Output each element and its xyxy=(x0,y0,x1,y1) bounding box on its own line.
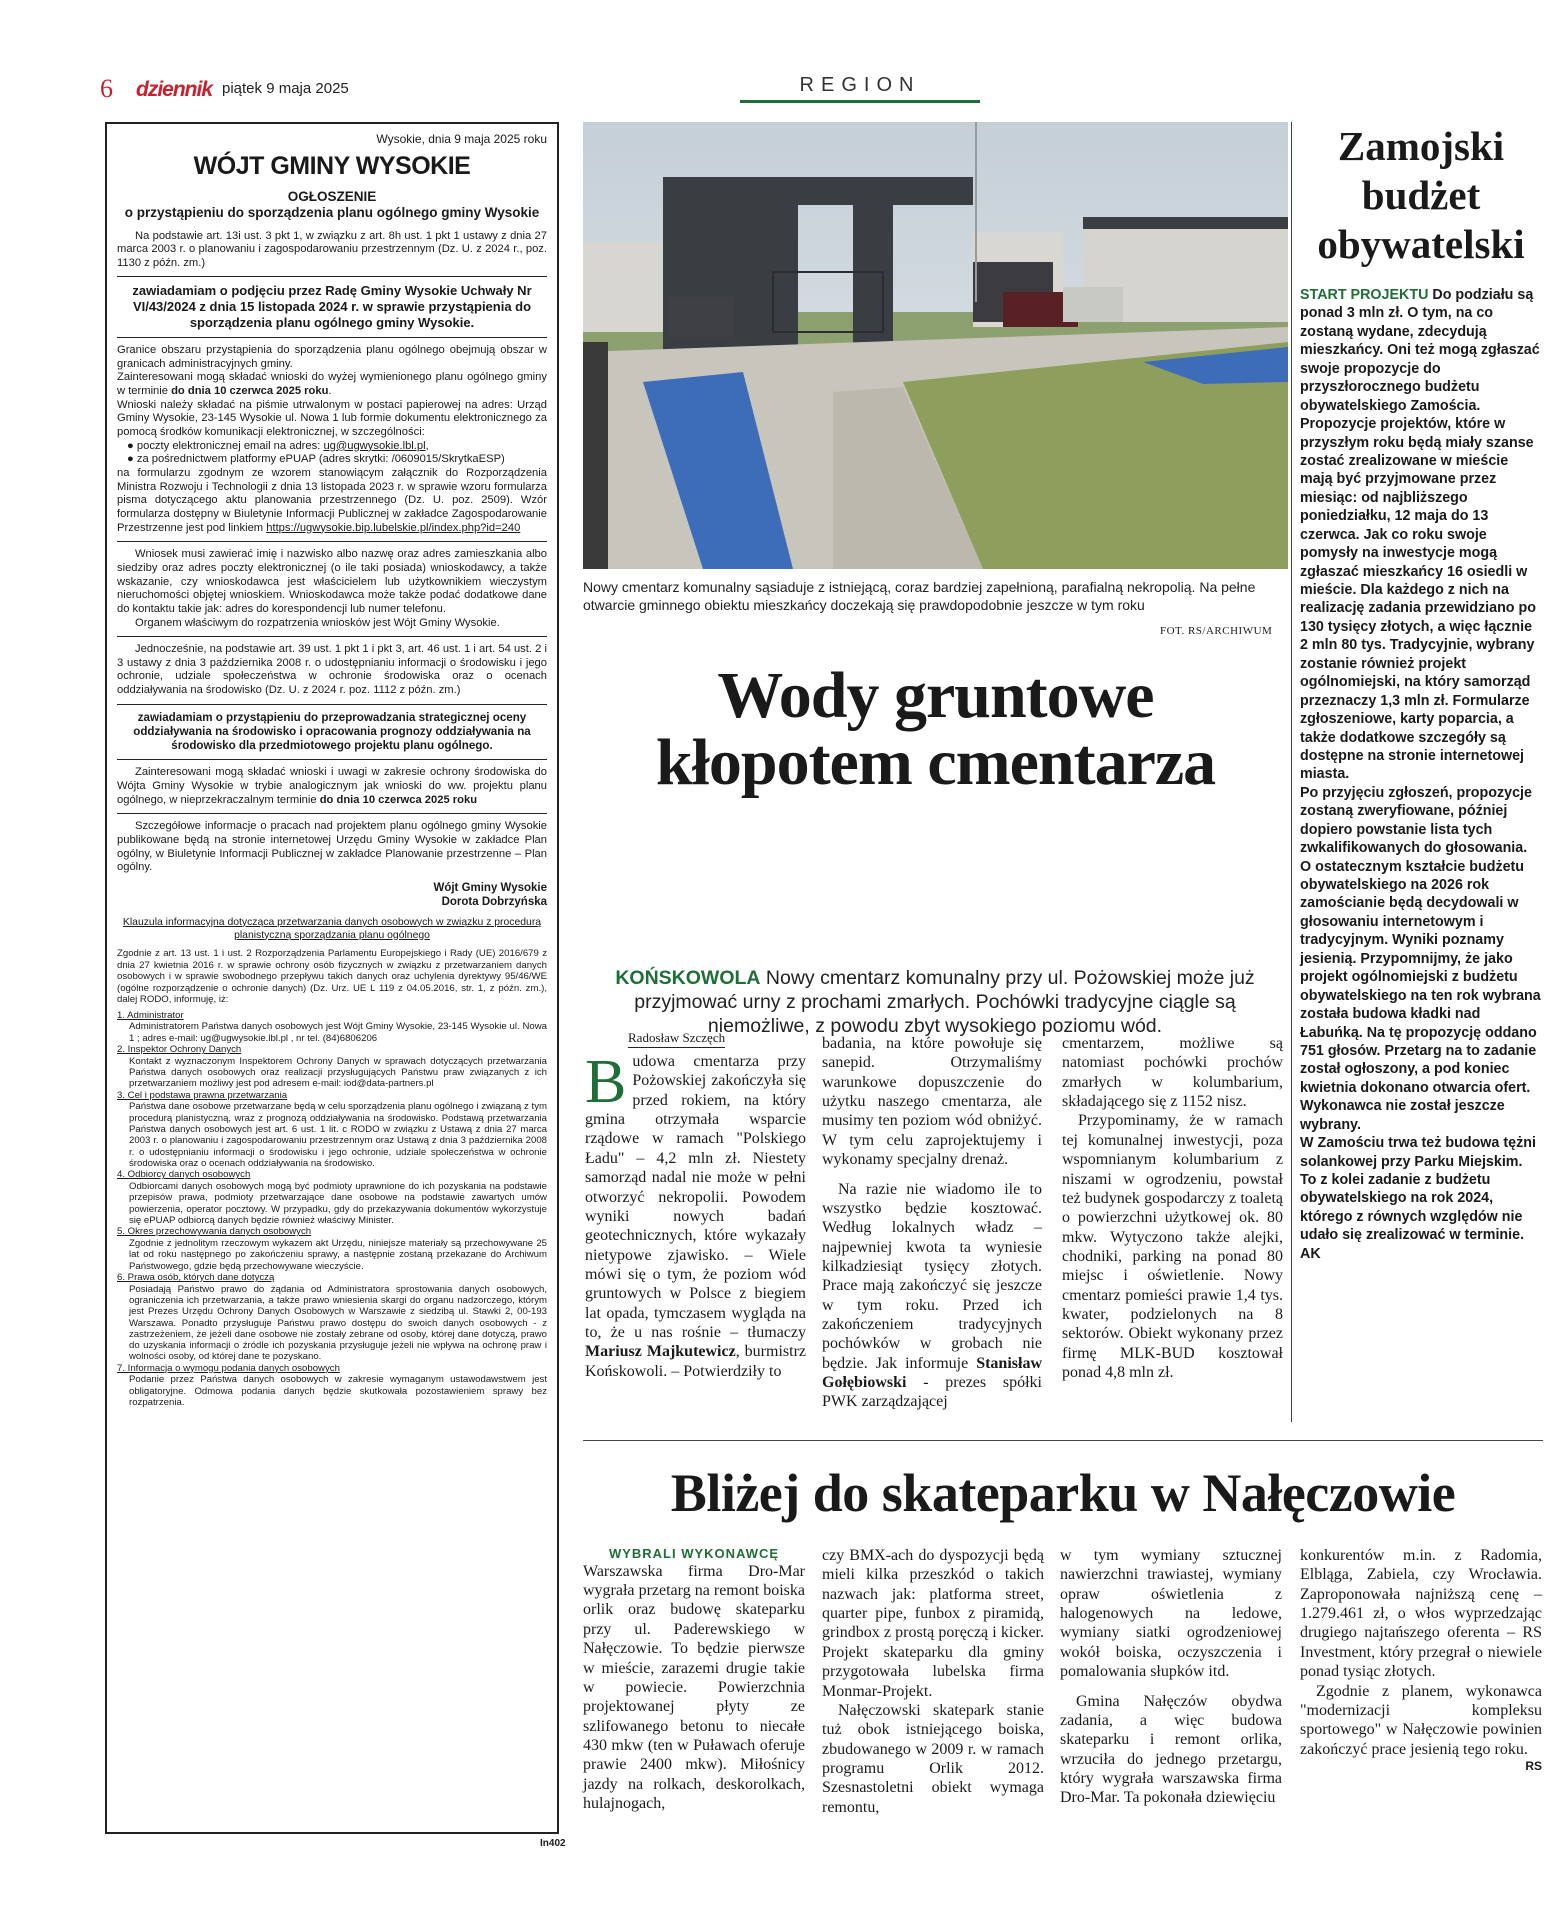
photo-caption: Nowy cmentarz komunalny sąsiaduje z istniejącą, coraz bardziej zapełnioną, parafialną nekropolią. Na pełne otwarcie gminnego obiektu mieszkańcy doczekają się prawdopodobnie jeszcze w tym roku xyxy=(583,579,1256,614)
bip-link[interactable]: https://ugwysokie.bip.lubelskie.pl/index.php?id=240 xyxy=(266,521,521,534)
skatepark-column-2: czy BMX-ach do dyspozycji będą mieli kilka przeszkód o takich nazwach jak: platforma street, quarter pipe, funbox z piramidą, grindbox z prostą poręczą i kicker. Projekt skateparku dla gminy przygotowała lubelska firma Monmar-Projekt. Nałęczowski skatepark stanie tuż obok istniejącego boiska, zbudowanego w 2009 r. w ramach programu Orlik 2012. Szesnastoletni obiekt wymaga remontu, xyxy=(822,1547,1044,1816)
notice-paragraph: Organem właściwym do rozpatrzenia wniosków jest Wójt Gminy Wysokie. xyxy=(135,616,500,629)
notice-subject: o przystąpieniu do sporządzenia planu ogólnego gminy Wysokie xyxy=(124,205,540,221)
article-headline: Wody gruntowe kłopotem cmentarza xyxy=(655,659,1216,800)
notice-deadline-paragraph: Zainteresowani mogą składać wnioski do wyżej wymienionego planu ogólnego gminy w terminie do dnia 10 czerwca 2025 roku. xyxy=(117,371,547,398)
rodo-item-text: Odbiorcami danych osobowych mogą być podmioty uprawnione do ich pozyskania na podstawie przepisów prawa, podmioty przetwarzające dane osobowe na podstawie zawartych umów powierzenia, operator pocztowy. W przypadku, gdy do przekazywania dokumentów wykorzystuje się ePUAP odbiorcą danych będzie również właściwy Minister. xyxy=(129,1180,547,1226)
photo-credit: FOT. RS/ARCHIWUM xyxy=(1160,625,1273,637)
page-number: 6 xyxy=(100,74,113,103)
article-column-1: Budowa cmentarza przy Pożowskiej zakończyła się przed rokiem, na który gmina otrzymała wsparcie rządowe w ramach "Polskiego Ładu" – 4,2 mln zł. Niestety samorząd nadal nie może w pełni otworzyć nekropolii. Powodem wyniki nowych badań geotechnicznych, które wykazały nietypowe zjawisko. – Wiele mówi się o tym, że poziom wód gruntowych w Polsce z biegiem lat opada, tymczasem wygląda na to, że u nas rośnie – tłumaczy Mariusz Majkutewicz, burmistrz Końskowoli. – Potwierdziły to xyxy=(585,1048,806,1380)
rodo-item-text: Posiadają Państwo prawo do żądania od Administratora sprostowania danych osobowych, ograniczenia ich przetwarzania, a także prawo wniesienia skargi do organu nadzorczego, którym jest Prezes Urzędu Ochrony Danych Osobowych w Warszawie z siedzibą ul. Stawki 2, 00-193 Warszawa. Ponadto przysługuje Państwu prawo dostępu do swoich danych osobowych - z zastrzeżeniem, że jeżeli dane osobowe nie zostały zebrane od osoby, której dane dotyczą, prawo do uzyskania informacji o źródle ich pozyskania przysługuje jeżeli nie wpływa na ochronę praw i wolności osoby, od której dane te pozyskano. xyxy=(129,1283,547,1363)
rodo-item-text: Podanie przez Państwa danych osobowych w zakresie wymaganym ustawodawstwem jest obligatoryjne. Odmowa podania danych będzie skutkowała pozostawieniem sprawy bez rozpatrzenia. xyxy=(129,1374,547,1409)
notice-code: In402 xyxy=(540,1838,566,1849)
notice-assessment: zawiadamiam o przystąpieniu do przeprowadzania strategicznej oceny oddziaływania na środowisko i opracowania prognozy oddziaływania na środowisko dla przedmiotowego projektu planu ogólnego. xyxy=(133,710,531,753)
rodo-item-title: 3. Cel i podstawa prawna przetwarzania xyxy=(117,1089,288,1101)
rodo-item-title: 1. Administrator xyxy=(117,1009,184,1021)
notice-paragraph: Jednocześnie, na podstawie art. 39 ust. 1 pkt 1 i pkt 3, art. 46 ust. 1 i art. 54 ust. 2 i 3 ustawy z dnia 3 października 2008 r. o udostępnianiu informacji o środowisku i jego ochronie, udziale społeczeństwa w ochronie środowiska oraz o ocenach oddziaływania na środowisko (Dz. U. z 2024 r. poz. 1112 z późn. zm.) xyxy=(117,643,547,697)
notice-bullet-epuap: ● za pośrednictwem platformy ePUAP (adres skrytki: /0609015/SkrytkaESP) xyxy=(127,453,505,466)
notice-paragraph: Wnioski należy składać na piśmie utrwalonym w postaci papierowej na adres: Urząd Gminy Wysokie, 23-145 Wysokie ul. Nowa 1 lub formie dokumentu elektronicznego za pomocą środków komunikacji elektronicznej, w szczególności: xyxy=(117,398,547,438)
rodo-item-text: Zgodnie z jednolitym rzeczowym wykazem akt Urzędu, niniejsze materiały są przechowywane 25 lat od roku następnego po zakończeniu sprawy, a następnie zostaną przekazane do Archiwum Państwowego, gdzie będą przechowywane wieczyście. xyxy=(129,1237,547,1272)
email-link[interactable]: ug@ugwysokie.lbl.pl xyxy=(323,439,426,452)
notice-authority: WÓJT GMINY WYSOKIE xyxy=(193,151,471,180)
notice-type: OGŁOSZENIE xyxy=(287,189,377,205)
drop-cap: B xyxy=(585,1048,627,1116)
rodo-clause-title: Klauzula informacyjna dotycząca przetwarzania danych osobowych w związku z procedurą planistyczną sporządzania planu ogólnego xyxy=(122,916,542,941)
sidebar-kicker: START PROJEKTU xyxy=(1300,287,1429,303)
notice-paragraph: Granice obszaru przystąpienia do sporządzenia planu ogólnego obejmują obszar w granicach administracyjnych gminy. xyxy=(117,344,547,370)
skatepark-column-1: WYBRALI WYKONAWCĘ Warszawska firma Dro-Mar wygrała przetarg na remont boiska orlik oraz budowę skateparku przy ul. Paderewskiego w Nałęczowie. To będzie pierwsze w mieście, zarazemi drugie takie w powiecie. Powierzchnia projektowanej płyty ze szlifowanego betonu to niecałe 430 mkw (ten w Puławach oferuje prawie 2400 mkw). Miłośnicy jazdy na rolkach, deskorolkach, hulajnogach, xyxy=(583,1546,805,1813)
rodo-item-text: Kontakt z wyznaczonym Inspektorem Ochrony Danych w sprawach dotyczących przetwarzania Państwa danych osobowych oraz realizacji przysługujących Państwu praw związanych z ich przetwarzaniem możliwy jest pod adresem e-mail: iod@data-partners.pl xyxy=(129,1055,547,1090)
notice-signature-role: Wójt Gminy Wysokie xyxy=(433,881,547,894)
notice-form-paragraph: na formularzu zgodnym ze wzorem stanowiącym załącznik do Rozporządzenia Ministra Rozwoju i Technologii z dnia 13 listopada 2023 r. w sprawie wzoru formularza pisma dotyczącego aktu planowania przestrzennego (Dz. U. poz. 2509). Wzór formularza dostępny w Biuletynie Informacji Publicznej w zakładce Zagospodarowanie Przestrzenne jest pod linkiem https://ugwysokie.bip.lubelskie.pl/index.php?id=240 xyxy=(117,466,547,534)
rodo-items xyxy=(117,1010,547,1409)
notice-resolution: zawiadamiam o podjęciu przez Radę Gminy Wysokie Uchwały Nr VI/43/2024 z dnia 15 listopada 2024 r. w sprawie przystąpienia do sporządzenia planu ogólnego gminy Wysokie. xyxy=(132,283,532,331)
article-kicker: KOŃSKOWOLA xyxy=(615,967,761,989)
rodo-item-text: Administratorem Państwa danych osobowych jest Wójt Gminy Wysokie, 23-145 Wysokie ul. Nowa 1 ; adres e-mail: ug@ugwysokie.lbl.pl , nr tel. (84)6806206 xyxy=(129,1021,547,1044)
rodo-item-title: 5. Okres przechowywania danych osobowych xyxy=(117,1226,312,1238)
rodo-item-title: 6. Prawa osób, których dane dotyczą xyxy=(117,1271,275,1283)
article-byline: Radosław Szczęch xyxy=(628,1030,725,1048)
skatepark-headline: Bliżej do skateparku w Nałęczowie xyxy=(670,1463,1456,1523)
skatepark-column-3: w tym wymiany sztucznej nawierzchni trawiastej, wymiany opraw oświetlenia z halogenowych na ledowe, wymiany siatki ogrodzeniowej wokół boiska, oczyszczenia i pomalowania słupków itd. Gmina Nałęczów obydwa zadania, a więc budowa skateparku i remont orlika, wrzuciła do jednego przetargu, który wygrała warszawska firma Dro-Mar. Ta pokonała dziewięciu xyxy=(1060,1547,1282,1807)
page-header xyxy=(100,74,1520,104)
notice-paragraph: Wniosek musi zawierać imię i nazwisko albo nazwę oraz adres zamieszkania albo siedziby oraz adres poczty elektronicznej (o ile taki posiada) wnioskodawcy, a także wskazanie, czy wnioskodawca jest właścicielem lub użytkownikiem wieczystym nieruchomości objętej wnioskiem. Wnioskodawca może także podać dodatkowe dane do kontaktu takie jak: adres do korespondencji lub numer telefonu. xyxy=(117,548,547,615)
sidebar-signature: AK xyxy=(1300,1245,1321,1262)
sidebar-article: START PROJEKTU Do podziału są ponad 3 mln zł. O tym, na co zostaną wydane, zdecydują mieszkańcy. Oni też mogą zgłaszać swoje propozycje do przyszłorocznego budżetu obywatelskiego Zamościa. Propozycje projektów, które w przyszłym roku będą miały szanse zostać zrealizowane w mieście mają być przyjmowane przez miesiąc: od najbliższego poniedziałku, 12 maja do 13 czerwca. Jak co roku swoje pomysły na inwestycje mogą zgłaszać mieszkańcy 16 osiedli w mieście. Dla każdego z nich na realizację zadania przewidziano po 130 tysięcy złotych, a więc łącznie 2 mln 80 tys. Tradycyjnie, wybrany zostanie również projekt ogólnomiejski, na który samorząd przeznaczy 1,3 mln zł. Formularze zgłoszeniowe, karty poparcia, a także dodatkowe szczegóły są dostępne na stronie internetowej miasta. Po przyjęciu zgłoszeń, propozycje zostaną zweryfiowane, później dopiero powstanie lista tych zwkalifikowanych do głosowania. O ostatecznym kształcie budżetu obywatelskiego na 2026 rok zamościanie będą decydowali w głosowaniu internetowym i tradycyjnym. Wyniki poznamy jesienią. Przypomnijmy, że jako projekt ogólnomiejski z budżetu obywatelskiego na ten rok wybrana została budowa kładki nad Łabuńką. Na tę propozycję oddano 751 głosów. Przetarg na to zadanie został ogłoszony, a pod koniec kwietnia dokonano otwarcia ofert. Wykonawca nie został jeszcze wybrany. W Zamościu trwa też budowa tężni solankowej przy Parku Miejskim. To z kolei zadanie z budżetu obywatelskiego na rok 2024, którego z równych względów nie udało się zrealizować w terminie. AK xyxy=(1300,287,1541,1262)
skatepark-kicker: WYBRALI WYKONAWCĘ xyxy=(608,1546,780,1561)
official-notice xyxy=(105,122,559,1834)
rodo-item-title: 4. Odbiorcy danych osobowych xyxy=(117,1169,251,1181)
notice-place-date: Wysokie, dnia 9 maja 2025 roku xyxy=(376,132,547,146)
rodo-item-text: Państwa dane osobowe przetwarzane będą w celu sporządzenia planu ogólnego i związaną z tym procedurą planistyczną, wraz z prognozą oddziaływania na środowisko. Podstawą przetwarzania Państwa danych osobowych jest art. 6 ust. 1 lit. c RODO w związku z Ustawą z dnia 27 marca 2003 r. o planowaniu i zagospodarowaniu przestrzennym oraz Ustawą z dnia 3 października 2008 r. o udostępnianiu informacji o środowisku i jego ochronie, udziale społeczeństwa w ochronie środowiska oraz o ocenach oddziaływania na środowisko. xyxy=(129,1101,547,1169)
article-column-3: cmentarzem, możliwe są natomiast pochówki prochów zmarłych w kolumbarium, składającego się z 1152 nisz. Przypominamy, że w ramach tej komunalnej inwestycji, poza wspomnianym kolumbarium z niszami w ogrodzeniu, powstał też budynek gospodarczy z toaletą o powierzchni użytkowej ok. 80 mkw. Wytyczono także alejki, chodniki, parking na ponad 80 miejsc i oświetlenie. Nowy cmentarz pomieści prawie 1,4 tys. kwater, podzielonych na 8 sektorów. Obiekt wykonany przez firmę MLK-BUD kosztował ponad 4,8 mln zł. xyxy=(1062,1035,1283,1382)
brand-logo: dziennik xyxy=(136,78,213,101)
notice-paragraph: Szczegółowe informacje o pracach nad projektem planu ogólnego gminy Wysokie publikowane będą na stronie internetowej Urzędu Gminy Wysokie w zakładce Plan ogólny, w Biuletynie Informacji Publicznej w zakładce Planowanie przestrzenne – Plan ogólny. xyxy=(117,820,547,874)
article-lead: KOŃSKOWOLA Nowy cmentarz komunalny przy ul. Pożowskiej może już przyjmować urny z prochami zmarłych. Pochówki tradycyjne ciągle są niemożliwe, z powodu zbyt wysokiego poziomu wód. xyxy=(615,967,1255,1038)
rodo-item-title: 2. Inspektor Ochrony Danych xyxy=(117,1044,242,1056)
skatepark-signature: RS xyxy=(1525,1758,1542,1773)
person-name: Stanisław Gołębiowski xyxy=(822,1354,1042,1392)
notice-comments-paragraph: Zainteresowani mogą składać wnioski i uwagi w zakresie ochrony środowiska do Wójta Gminy Wysokie w trybie analogicznym jak wnioski do ww. projektu planu ogólnego, w nieprzekraczalnym terminie do dnia 10 czerwca 2025 roku xyxy=(117,766,547,806)
issue-date: piątek 9 maja 2025 xyxy=(222,80,349,97)
rodo-item-title: 7. Informacja o wymogu podania danych osobowych xyxy=(117,1362,340,1374)
sidebar-title: Zamojski budżet obywatelski xyxy=(1317,123,1525,268)
rodo-clause-intro: Zgodnie z art. 13 ust. 1 i ust. 2 Rozporządzenia Parlamentu Europejskiego i Rady (UE) 2016/679 z dnia 27 kwietnia 2016 r. w sprawie ochrony osób fizycznych w związku z przetwarzaniem danych osobowych i w sprawie swobodnego przepływu takich danych oraz uchylenia dyrektywy 95/46/WE (ogólne rozporządzenie o ochronie danych) (Dz. Urz. UE L 119 z 04.05.2016, str. 1, z późn. zm.), dalej RODO, informuję, iż: xyxy=(117,948,547,1006)
cemetery-photo xyxy=(583,122,1288,569)
notice-legal-basis: Na podstawie art. 13i ust. 3 pkt 1, w związku z art. 8h ust. 1 pkt 1 ustawy z dnia 27 marca 2003 r. o planowaniu i zagospodarowaniu przestrzennym (Dz. U. z 2024 r., poz. 1130 z późn. zm.) xyxy=(117,229,547,269)
section-title: REGION xyxy=(740,74,980,103)
notice-signature-name: Dorota Dobrzyńska xyxy=(441,895,547,908)
notice-bullet-email: ● poczty elektronicznej email na adres: ug@ugwysokie.lbl.pl, xyxy=(127,439,429,452)
article-column-2: badania, na które powołuje się sanepid. Otrzymaliśmy warunkowe dopuszczenie do użytku naszego cmentarza, ale musimy ten poziom wód obniżyć. W tym celu zaprojektujemy i wykonamy specjalny drenaż. Na razie nie wiadomo ile to wszystko będzie kosztować. Według lokalnych władz – najpewniej kwota ta wyniesie kilkadziesiąt tysięcy złotych. Prace mają zakończyć się jeszcze w tym roku. Przed ich zakończeniem tradycyjnych pochówków w grobach nie będzie. Jak informuje Stanisław Gołębiowski - prezes spółki PWK zarządzającej xyxy=(822,1035,1042,1411)
skatepark-column-4: konkurentów m.in. z Radomia, Elbląga, Zabiela, czy Wrocławia. Zaproponowała najniższą cenę – 1.279.461 zł, o włos wyprzedzając drugiego najtańszego oferenta – RS Investment, który przegrał o niewiele ponad tysiąc złotych. Zgodnie z planem, wykonawca "modernizacji kompleksu sportowego" w Nałęczowie powinien zakończyć prace jesienią tego roku. RS xyxy=(1300,1547,1542,1773)
person-name: Mariusz Majkutewicz xyxy=(585,1343,736,1361)
